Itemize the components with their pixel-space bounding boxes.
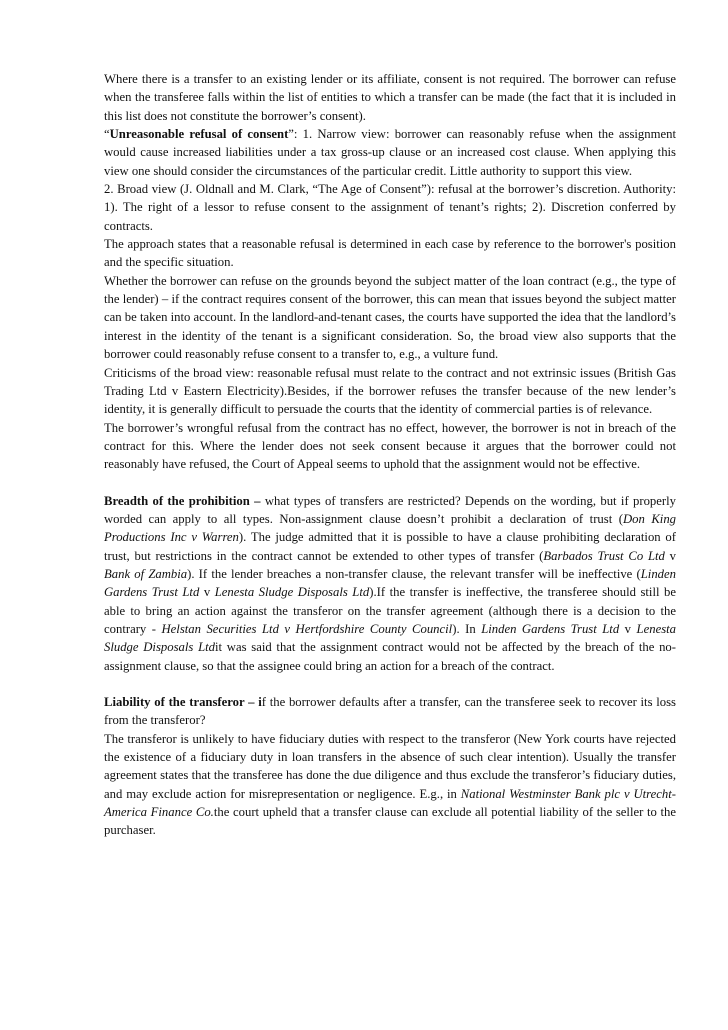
- case-name-text: Don King Productions Inc v Warren: [104, 511, 677, 545]
- paragraph: [104, 125, 676, 180]
- case-name-text: Linden Gardens Trust Ltd: [481, 621, 620, 636]
- text-run: v: [199, 585, 215, 600]
- document-page: [104, 70, 676, 840]
- paragraph: [104, 419, 676, 474]
- text-run: Whether the borrower can refuse on the grounds beyond the subject matter of the loan contract (e.g., the type of the lender) – if the contract requires consent of the borrower, this can mean that issues beyond the subject matter can be taken into account. In the landlord-and-tenant cases, the courts have supported the idea that the landlord’s interest in the identity of the tenant is a significant consideration. So, the broad view also supports that the borrower could reasonably refuse consent to a transfer to, e.g., a vulture fund.: [104, 273, 676, 362]
- paragraph: [104, 180, 676, 235]
- paragraph: [104, 364, 676, 419]
- bold-heading-text: Unreasonable refusal of consent: [109, 127, 289, 142]
- text-run: The approach states that a reasonable refusal is determined in each case by reference to the borrower's position and the specific situation.: [104, 237, 676, 270]
- text-run: The borrower’s wrongful refusal from the contract has no effect, however, the borrower is not in breach of the contract for this. Where the lender does not seek consent because it argues that the borrower could not reasonably have refused, the Court of Appeal seems to uphold that the assignment would not be effective.: [104, 420, 676, 472]
- case-name-text: National Westminster Bank plc v Utrecht-America Finance Co.: [104, 786, 676, 820]
- case-name-text: Linden Gardens Trust Ltd: [104, 566, 676, 600]
- text-run: ).If the transfer is ineffective, the transferee should still be able to bring an action against the transferor on the transfer agreement (although there is a decision to the contrary -: [104, 585, 677, 636]
- paragraph: [104, 693, 676, 730]
- paragraph: [104, 235, 676, 272]
- bold-heading-text: Breadth of the prohibition –: [104, 493, 261, 508]
- paragraph: [104, 492, 676, 675]
- text-run: ). The judge admitted that it is possible to have a clause prohibiting declaration of trust, but restrictions in the contract cannot be extended to other types of transfer (: [104, 530, 677, 563]
- case-name-text: Barbados Trust Co Ltd: [543, 548, 665, 563]
- text-run: Criticisms of the broad view: reasonable refusal must relate to the contract and not extrinsic issues (British Gas Trading Ltd v Eastern Electricity).Besides, if the borrower refuses the transfer because of the new lender’s identity, it is generally difficult to persuade the courts that the identity of commercial parties is of relevance.: [104, 365, 676, 417]
- text-run: ). If the lender breaches a non-transfer clause, the relevant transfer will be ineffective (: [187, 566, 641, 581]
- text-run: v: [619, 621, 637, 636]
- text-run: 2. Broad view (J. Oldnall and M. Clark, “The Age of Consent”): refusal at the borrower’s discretion. Authority: 1). The right of a lessor to refuse consent to the assignment of tenant’s rights; 2). Discretion conferred by contracts.: [104, 182, 676, 233]
- case-name-text: Bank of Zambia: [104, 566, 188, 581]
- paragraph: [104, 730, 676, 840]
- text-run: what types of transfers are restricted? Depends on the wording, but if properly worded can apply to all types. Non-assignment clause doesn’t prohibit a declaration of trust (: [104, 493, 676, 526]
- text-run: ). In: [452, 621, 482, 636]
- text-run: f the borrower defaults after a transfer, can the transferee seek to recover its loss from the transferor?: [104, 695, 676, 728]
- text-run: it was said that the assignment contract would not be affected by the breach of the no-assignment clause, so that the assignee could bring an action for a breach of the contract.: [104, 640, 677, 673]
- case-name-text: Helstan Securities Ltd v Hertfordshire County Council: [161, 621, 453, 636]
- case-name-text: Lenesta Sludge Disposals Ltd: [104, 621, 677, 655]
- bold-heading-text: Liability of the transferor – i: [104, 695, 262, 709]
- paragraph: [104, 272, 676, 364]
- paragraph: [104, 70, 676, 125]
- case-name-text: Lenesta Sludge Disposals Ltd: [214, 585, 370, 600]
- text-run: “: [104, 127, 110, 142]
- text-run: the court upheld that a transfer clause can exclude all potential liability of the seller to the purchaser.: [104, 805, 677, 838]
- text-run: The transferor is unlikely to have fiduciary duties with respect to the transferor (New York courts have rejected the existence of a fiduciary duty in loan transfers in the absence of such clear intention). Usually the transfer agreement states that the transferee has done the due diligence and thus exclude the transferor’s fiduciary duties, and may exclude action for misrepresentation or negligence. E.g., in: [104, 731, 676, 801]
- text-run: Where there is a transfer to an existing lender or its affiliate, consent is not required. The borrower can refuse when the transferee falls within the list of entities to which a transfer can be made (the fact that it is included in this list does not constitute the borrower’s consent).: [104, 72, 676, 123]
- text-run: ”: 1. Narrow view: borrower can reasonably refuse when the assignment would cause increased liabilities under a tax gross-up clause or an increased cost clause. When applying this view one should consider the circumstances of the particular credit. Little authority to support this view.: [104, 127, 676, 178]
- text-run: v: [664, 548, 677, 563]
